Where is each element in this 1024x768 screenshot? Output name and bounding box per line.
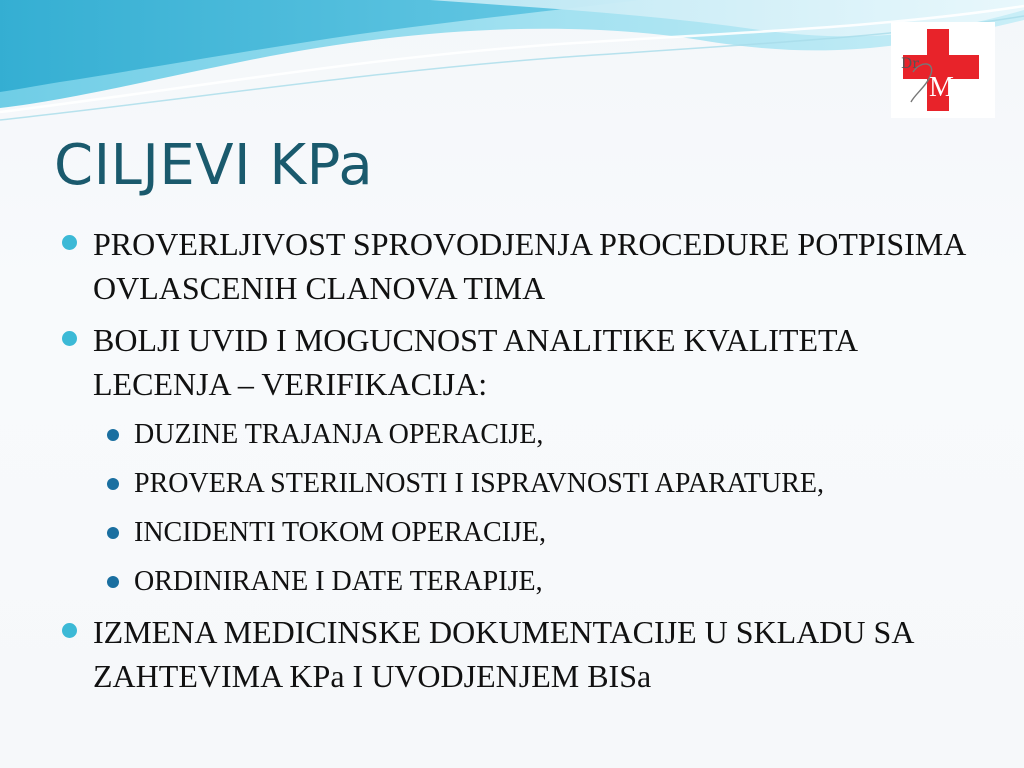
bullet-dot-icon	[62, 235, 77, 250]
svg-text:M: M	[929, 72, 954, 103]
red-cross-logo-icon	[891, 22, 995, 118]
sub-list-item-text: INCIDENTI TOKOM OPERACIJE,	[134, 517, 546, 548]
bullet-dot-icon	[62, 331, 77, 346]
list-item	[60, 222, 1000, 310]
sub-list-item	[60, 463, 1000, 504]
sub-bullet-dot-icon	[107, 576, 119, 588]
sub-bullet-dot-icon	[107, 527, 119, 539]
sub-list-item	[60, 414, 1000, 455]
header-wave-decoration	[0, 0, 1024, 130]
page-title: CILJEVI KPa	[54, 133, 374, 198]
list-item	[60, 610, 1000, 698]
list-item-text: PROVERLJIVOST SPROVODJENJA PROCEDURE POTPISIMA OVLASCENIH CLANOVA TIMA	[93, 226, 965, 306]
sub-list-item-text: PROVERA STERILNOSTI I ISPRAVNOSTI APARATURE,	[134, 468, 825, 499]
sub-list-item	[60, 561, 1000, 602]
bullet-list	[60, 222, 1000, 706]
sub-bullet-dot-icon	[107, 429, 119, 441]
sub-bullet-dot-icon	[107, 478, 119, 490]
list-item-text: BOLJI UVID I MOGUCNOST ANALITIKE KVALITETA LECENJA – VERIFIKACIJA:	[93, 322, 857, 402]
sub-list-item	[60, 512, 1000, 553]
sub-list-item-text: DUZINE TRAJANJA OPERACIJE,	[134, 419, 544, 450]
bullet-dot-icon	[62, 623, 77, 638]
list-item-text: IZMENA MEDICINSKE DOKUMENTACIJE U SKLADU SA ZAHTEVIMA KPa I UVODJENJEM BISa	[93, 614, 913, 694]
sub-bullet-list	[60, 414, 1000, 602]
sub-list-item-text: ORDINIRANE I DATE TERAPIJE,	[134, 566, 543, 597]
svg-text:Dr: Dr	[901, 56, 919, 72]
logo	[891, 22, 995, 118]
list-item	[60, 318, 1000, 406]
